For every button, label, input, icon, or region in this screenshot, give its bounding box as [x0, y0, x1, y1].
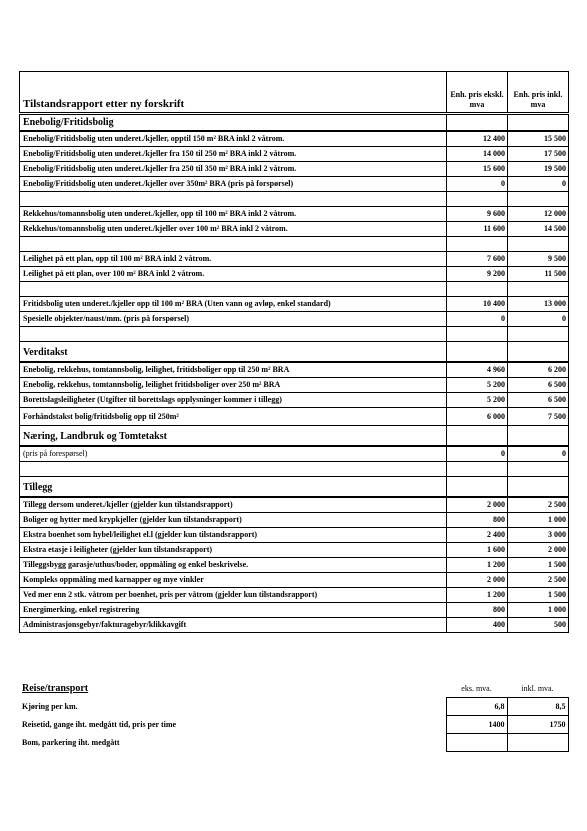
- row-label: Spesielle objekter/naust/mm. (pris på forspørsel): [20, 312, 447, 327]
- price-ex-vat: 5 200: [447, 393, 508, 408]
- price-inc-vat: 3 000: [508, 528, 569, 543]
- travel-table: [19, 680, 569, 752]
- price-table: [19, 71, 569, 633]
- spacer-row: [20, 282, 569, 297]
- row-label: Borettslagsleiligheter (Utgifter til borettslags opplysninger kommer i tillegg): [20, 393, 447, 408]
- price-inc-vat: 500: [508, 618, 569, 633]
- price-inc-vat: 0: [508, 312, 569, 327]
- section-title-tillegg: Tillegg: [20, 477, 447, 498]
- table-row: [20, 267, 569, 282]
- price-ex-vat: 2 000: [447, 573, 508, 588]
- table-row: [20, 147, 569, 162]
- section-row: [20, 477, 569, 498]
- row-label: Enebolig/Fritidsbolig uten underet./kjeller, opptil 150 m² BRA inkl 2 våtrom.: [20, 131, 447, 147]
- table-row: [20, 588, 569, 603]
- table-row: [20, 297, 569, 312]
- price-inc-vat: 1 000: [508, 513, 569, 528]
- row-label: Ekstra boenhet som hybel/leilighet el.l (gjelder kun tilstandsrapport): [20, 528, 447, 543]
- row-label: Ved mer enn 2 stk. våtrom per boenhet, pris per våtrom (gjelder kun tilstandsrapport): [20, 588, 447, 603]
- price-ex-vat: 10 400: [447, 297, 508, 312]
- table-row: [20, 573, 569, 588]
- travel-section: [19, 680, 568, 752]
- price-inc-vat: 14 500: [508, 222, 569, 237]
- price-inc-vat: 2 000: [508, 543, 569, 558]
- price-ex-vat: 2 400: [447, 528, 508, 543]
- row-label: Kjøring per km.: [22, 702, 78, 711]
- row-label: Leilighet på ett plan, opp til 100 m² BRA inkl 2 våtrom.: [20, 252, 447, 267]
- price-inc-vat: [507, 734, 568, 752]
- price-inc-vat: 6 500: [508, 393, 569, 408]
- row-label: Reisetid, gange iht. medgått tid, pris per time: [22, 720, 177, 729]
- row-label: Tilleggsbygg garasje/uthus/boder, oppmåling og enkel beskrivelse.: [20, 558, 447, 573]
- row-label: Ekstra etasje i leiligheter (gjelder kun tilstandsrapport): [20, 543, 447, 558]
- row-label: Enebolig, rekkehus, tomtannsbolig, leilighet fritidsboliger over 250 m² BRA: [20, 378, 447, 393]
- price-ex-vat: 14 000: [447, 147, 508, 162]
- price-inc-vat: 12 000: [508, 207, 569, 222]
- page-title: Tilstandsrapport etter ny forskrift: [20, 72, 447, 114]
- section-title-enebolig: Enebolig/Fritidsbolig: [20, 114, 447, 132]
- price-ex-vat: 15 600: [447, 162, 508, 177]
- row-label: Rekkehus/tomannsbolig uten underet./kjeller, opp til 100 m² BRA inkl 2 våtrom.: [20, 207, 447, 222]
- price-ex-vat: 2 000: [447, 497, 508, 513]
- travel-header-row: [19, 680, 568, 698]
- price-inc-vat: 1 000: [508, 603, 569, 618]
- price-ex-vat: 4 960: [447, 362, 508, 378]
- table-row: [20, 393, 569, 408]
- price-inc-vat: 13 000: [508, 297, 569, 312]
- row-label: Enebolig/Fritidsbolig uten underet./kjeller fra 250 til 350 m² BRA inkl 2 våtrom.: [20, 162, 447, 177]
- price-inc-vat: 7 500: [508, 408, 569, 426]
- price-table-frame: [19, 71, 568, 633]
- table-row: [20, 252, 569, 267]
- price-ex-vat: 400: [447, 618, 508, 633]
- table-row: [20, 362, 569, 378]
- price-ex-vat: 12 400: [447, 131, 508, 147]
- price-inc-vat: 8,5: [507, 698, 568, 716]
- price-ex-vat: 1 600: [447, 543, 508, 558]
- spacer-row: [20, 192, 569, 207]
- table-row: [20, 408, 569, 426]
- spacer-row: [20, 462, 569, 477]
- row-label: Forhåndstakst bolig/fritidsbolig opp til 250m²: [20, 408, 447, 426]
- table-row: [19, 716, 568, 734]
- price-inc-vat: 15 500: [508, 131, 569, 147]
- price-inc-vat: 0: [508, 446, 569, 462]
- price-ex-vat: 7 600: [447, 252, 508, 267]
- price-inc-vat: 1 500: [508, 588, 569, 603]
- table-row: [20, 446, 569, 462]
- price-ex-vat: 11 600: [447, 222, 508, 237]
- row-label: Boliger og hytter med krypkjeller (gjelder kun tilstandsrapport): [20, 513, 447, 528]
- section-row: [20, 426, 569, 447]
- row-label: Kompleks oppmåling med karnapper og mye vinkler: [20, 573, 447, 588]
- table-row: [20, 131, 569, 147]
- table-row: [20, 618, 569, 633]
- row-label: Energimerking, enkel registrering: [20, 603, 447, 618]
- table-row: [20, 378, 569, 393]
- price-inc-vat: 6 200: [508, 362, 569, 378]
- table-header-row: [20, 72, 569, 114]
- price-inc-vat: 0: [508, 177, 569, 192]
- price-ex-vat: 1 200: [447, 558, 508, 573]
- price-ex-vat: 1400: [446, 716, 507, 734]
- row-label: Bom, parkering iht. medgått: [22, 738, 120, 747]
- table-row: [20, 222, 569, 237]
- price-inc-vat: 9 500: [508, 252, 569, 267]
- table-row: [20, 162, 569, 177]
- row-label: Enebolig/Fritidsbolig uten underet./kjeller fra 150 til 250 m² BRA inkl 2 våtrom.: [20, 147, 447, 162]
- table-row: [19, 734, 568, 752]
- price-ex-vat: 5 200: [447, 378, 508, 393]
- row-label: Enebolig, rekkehus, tomtannsbolig, leilighet, fritidsboliger opp til 250 m² BRA: [20, 362, 447, 378]
- table-row: [20, 558, 569, 573]
- price-inc-vat: 6 500: [508, 378, 569, 393]
- price-inc-vat: 19 500: [508, 162, 569, 177]
- table-row: [20, 603, 569, 618]
- price-inc-vat: 2 500: [508, 497, 569, 513]
- spacer-row: [20, 237, 569, 252]
- price-ex-vat: 800: [447, 603, 508, 618]
- travel-column-inc-vat: inkl. mva.: [521, 684, 554, 693]
- row-label: Fritidsbolig uten underet./kjeller opp til 100 m² BRA (Uten vann og avløp, enkel standard): [20, 297, 447, 312]
- price-ex-vat: 9 200: [447, 267, 508, 282]
- table-row: [20, 528, 569, 543]
- price-ex-vat: 800: [447, 513, 508, 528]
- row-label: Enebolig/Fritidsbolig uten underet./kjeller over 350m² BRA (pris på forspørsel): [20, 177, 447, 192]
- section-row: [20, 114, 569, 132]
- row-label: Tillegg dersom underet./kjeller (gjelder kun tilstandsrapport): [20, 497, 447, 513]
- section-title-verditakst: Verditakst: [20, 342, 447, 363]
- section-row: [20, 342, 569, 363]
- price-ex-vat: 6 000: [447, 408, 508, 426]
- price-ex-vat: 0: [447, 446, 508, 462]
- column-header-inc-vat: Enh. pris inkl. mva: [508, 72, 569, 114]
- travel-title: Reise/transport: [22, 683, 89, 695]
- table-row: [20, 312, 569, 327]
- table-row: [20, 543, 569, 558]
- price-ex-vat: 0: [447, 312, 508, 327]
- price-ex-vat: 6,8: [446, 698, 507, 716]
- table-row: [20, 497, 569, 513]
- table-row: [19, 698, 568, 716]
- table-row: [20, 513, 569, 528]
- price-inc-vat: 1 500: [508, 558, 569, 573]
- price-inc-vat: 1750: [507, 716, 568, 734]
- table-row: [20, 207, 569, 222]
- row-label: Administrasjonsgebyr/fakturagebyr/klikkavgift: [20, 618, 447, 633]
- row-label: (pris på forespørsel): [20, 446, 447, 462]
- price-inc-vat: 17 500: [508, 147, 569, 162]
- travel-column-ex-vat: eks. mva.: [461, 684, 492, 693]
- price-inc-vat: 11 500: [508, 267, 569, 282]
- price-inc-vat: 2 500: [508, 573, 569, 588]
- price-ex-vat: 1 200: [447, 588, 508, 603]
- column-header-ex-vat: Enh. pris ekskl. mva: [447, 72, 508, 114]
- price-ex-vat: 0: [447, 177, 508, 192]
- price-ex-vat: [446, 734, 507, 752]
- section-title-naering: Næring, Landbruk og Tomtetakst: [20, 426, 447, 447]
- price-ex-vat: 9 600: [447, 207, 508, 222]
- spacer-row: [20, 327, 569, 342]
- row-label: Rekkehus/tomannsbolig uten underet./kjeller over 100 m² BRA inkl 2 våtrom.: [20, 222, 447, 237]
- row-label: Leilighet på ett plan, over 100 m² BRA inkl 2 våtrom.: [20, 267, 447, 282]
- table-row: [20, 177, 569, 192]
